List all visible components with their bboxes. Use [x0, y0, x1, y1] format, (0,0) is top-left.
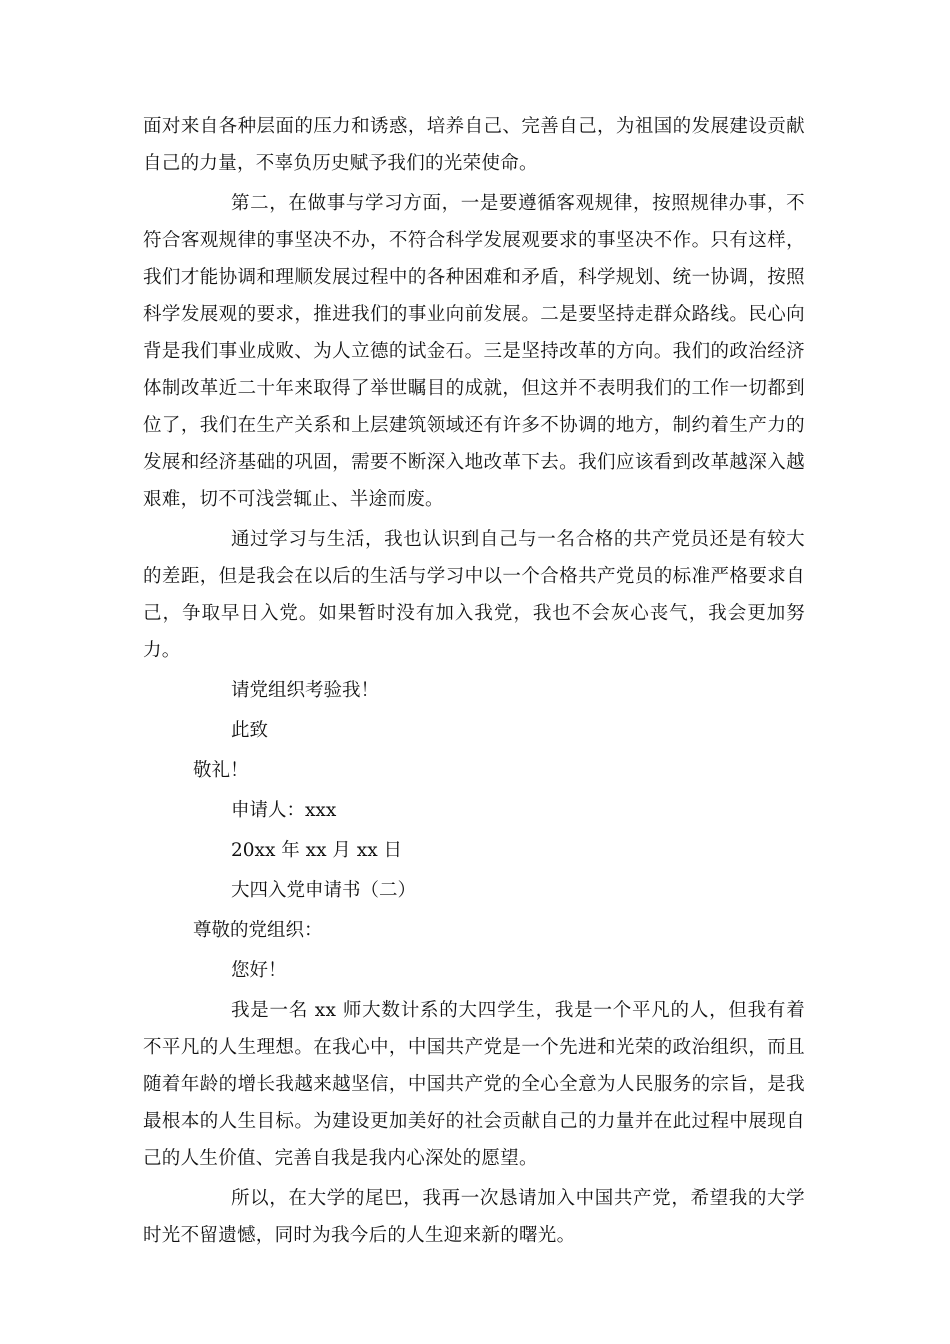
second-letter-paragraph-intro: 我是一名 xx 师大数计系的大四学生，我是一个平凡的人，但我有着不平凡的人生理想。在我心中，中国共产党是一个先进和光荣的政治组织，而且随着年龄的增长我越来越坚信，中国共产党的全心全意为人民服务的宗旨，是我最根本的人生目标。为建设更加美好的社会贡献自己的力量并在此过程中展现自己的人生价值、完善自我是我内心深处的愿望。 — [143, 1000, 805, 1169]
paragraph-reflection: 通过学习与生活，我也认识到自己与一名合格的共产党员还是有较大的差距，但是我会在以后的生活与学习中以一个合格共产党员的标准严格要求自己，争取早日入党。如果暂时没有加入我党，我也不会灰心丧气，我会更加努力。 — [143, 529, 805, 661]
second-letter-greeting: 您好！ — [231, 960, 287, 981]
second-letter-title: 大四入党申请书（二） — [231, 880, 417, 901]
document-body — [143, 108, 805, 1254]
second-letter-paragraph-request: 所以，在大学的尾巴，我再一次恳请加入中国共产党，希望我的大学时光不留遗憾，同时为我今后的人生迎来新的曙光。 — [143, 1188, 805, 1246]
closing-salute: 敬礼！ — [193, 760, 249, 781]
closing-salutation-to: 此致 — [231, 720, 269, 741]
paragraph-second-point: 第二，在做事与学习方面，一是要遵循客观规律，按照规律办事，不符合客观规律的事坚决不办，不符合科学发展观要求的事坚决不作。只有这样，我们才能协调和理顺发展过程中的各种困难和矛盾，科学规划、统一协调，按照科学发展观的要求，推进我们的事业向前发展。二是要坚持走群众路线。民心向背是我们事业成败、为人立德的试金石。三是坚持改革的方向。我们的政治经济体制改革近二十年来取得了举世瞩目的成就，但这并不表明我们的工作一切都到位了，我们在生产关系和上层建筑领域还有许多不协调的地方，制约着生产力的发展和经济基础的巩固，需要不断深入地改革下去。我们应该看到改革越深入越艰难，切不可浅尝辄止、半途而废。 — [143, 193, 805, 510]
second-letter-recipient: 尊敬的党组织： — [193, 920, 323, 941]
application-date: 20xx 年 xx 月 xx 日 — [231, 840, 403, 861]
closing-request: 请党组织考验我！ — [231, 680, 380, 701]
applicant-name: 申请人：xxx — [231, 800, 337, 821]
paragraph-continued: 面对来自各种层面的压力和诱惑，培养自己、完善自己，为祖国的发展建设贡献自己的力量，不辜负历史赋予我们的光荣使命。 — [143, 116, 805, 174]
